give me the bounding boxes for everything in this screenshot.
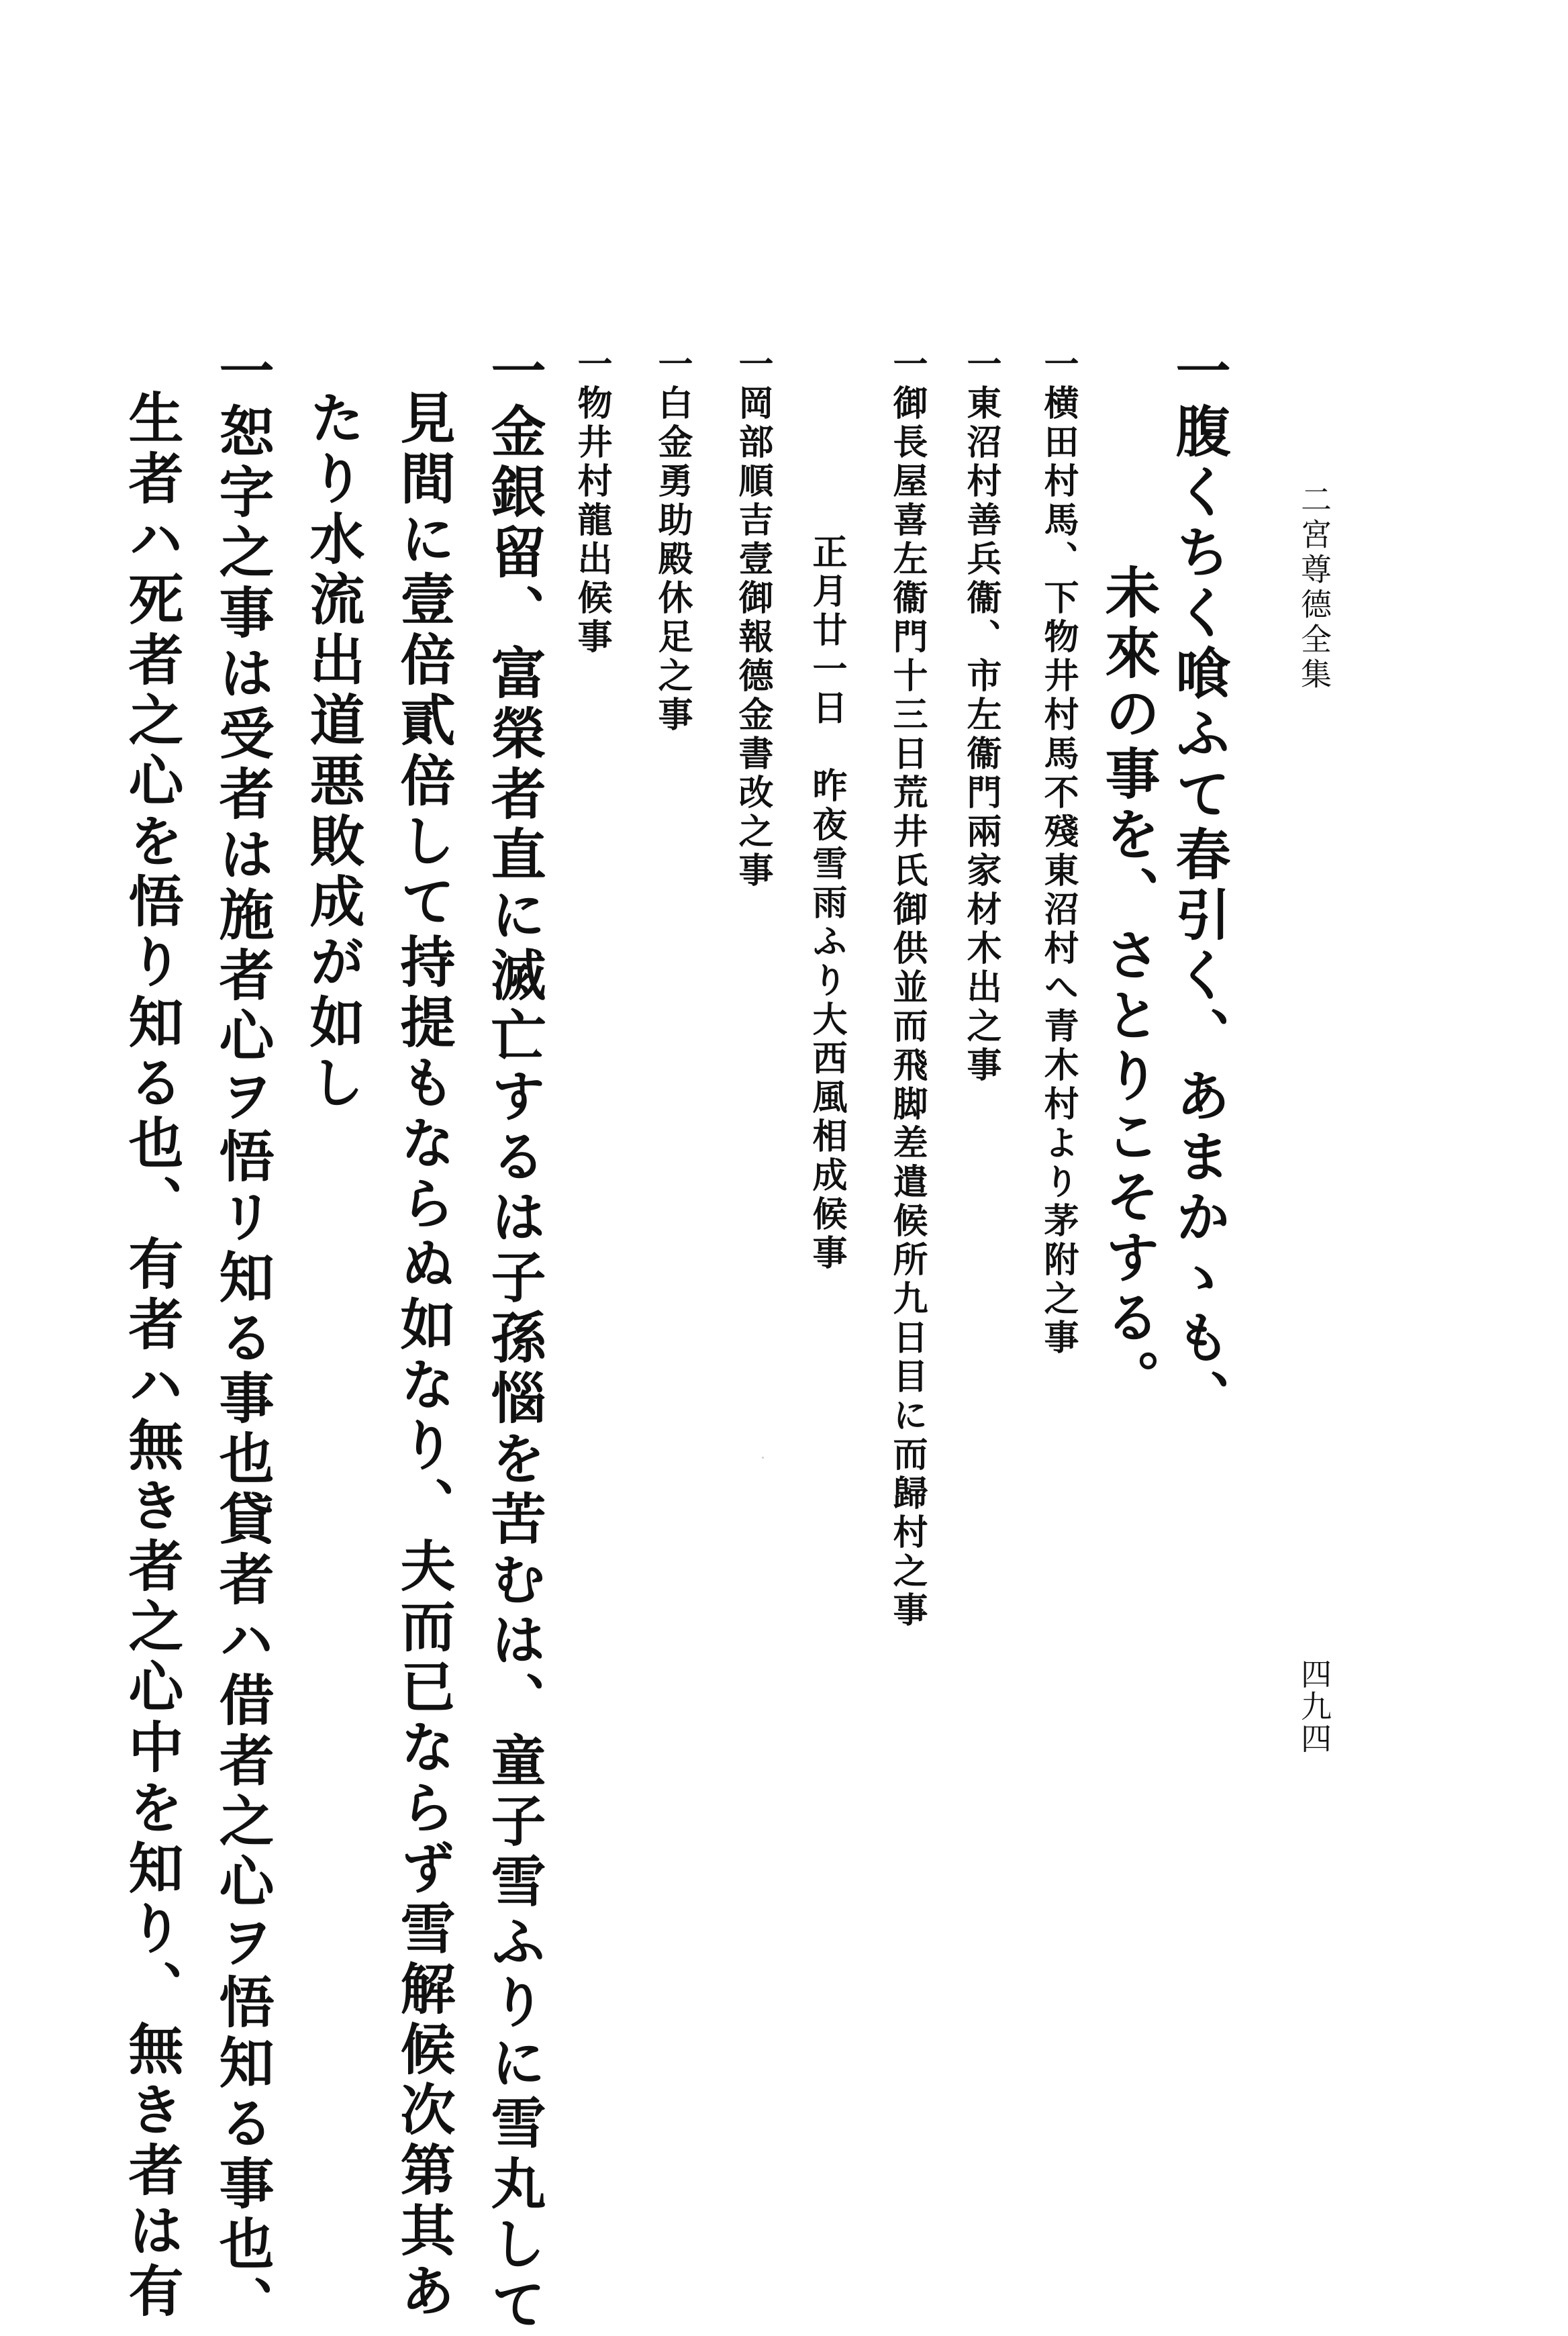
essay-line-5: 生者ハ死者之心を悟り知る也、有者ハ無き者之心中を知り、無き者は有 bbox=[119, 389, 184, 2323]
essay-line-3: たり水流出道悪敗成が如し bbox=[301, 389, 365, 1114]
entry-line-1: 一横田村馬、下物井村馬不殘東沼村へ青木村より茅附之事 bbox=[1038, 346, 1079, 1358]
poem-line-2: 未來の事を、さとりこそする。 bbox=[1096, 564, 1161, 1410]
essay-line-4: 一恕字之事は受者は施者心ヲ悟リ知る事也貸者ハ借者之心ヲ悟知る事也、 bbox=[210, 342, 275, 2336]
entry-line-4: 一岡部順吉壹御報德金書改之事 bbox=[732, 346, 773, 891]
essay-line-1: 一金銀留、富榮者直に滅亡するは子孫惱を苦むは、童子雪ふりに雪丸して bbox=[482, 342, 546, 2336]
entry-line-2: 一東沼村善兵衞、市左衞門兩家材木出之事 bbox=[961, 346, 1001, 1085]
entry-line-6: 一物井村龍出候事 bbox=[571, 346, 612, 657]
essay-line-2: 見間に壹倍貳倍して持提もならぬ如なり、夫而已ならず雪解候次第其あ bbox=[391, 389, 456, 2323]
running-header-title: 二宮尊德全集 bbox=[1296, 483, 1332, 693]
entry-line-5: 一白金勇助殿休足之事 bbox=[652, 346, 693, 735]
poem-line-1: 一腹くちく喰ふて春引く、あまかゝも、 bbox=[1167, 342, 1231, 1430]
page-number: 四九四 bbox=[1296, 1658, 1332, 1755]
date-line: 正月廿一日 昨夜雪雨ふり大西風相成候事 bbox=[806, 534, 847, 1273]
entry-line-3: 一御長屋喜左衞門十三日荒井氏御供並而飛脚差遣候所九日目に而歸村之事 bbox=[887, 346, 928, 1631]
paper-speck bbox=[762, 1457, 764, 1459]
